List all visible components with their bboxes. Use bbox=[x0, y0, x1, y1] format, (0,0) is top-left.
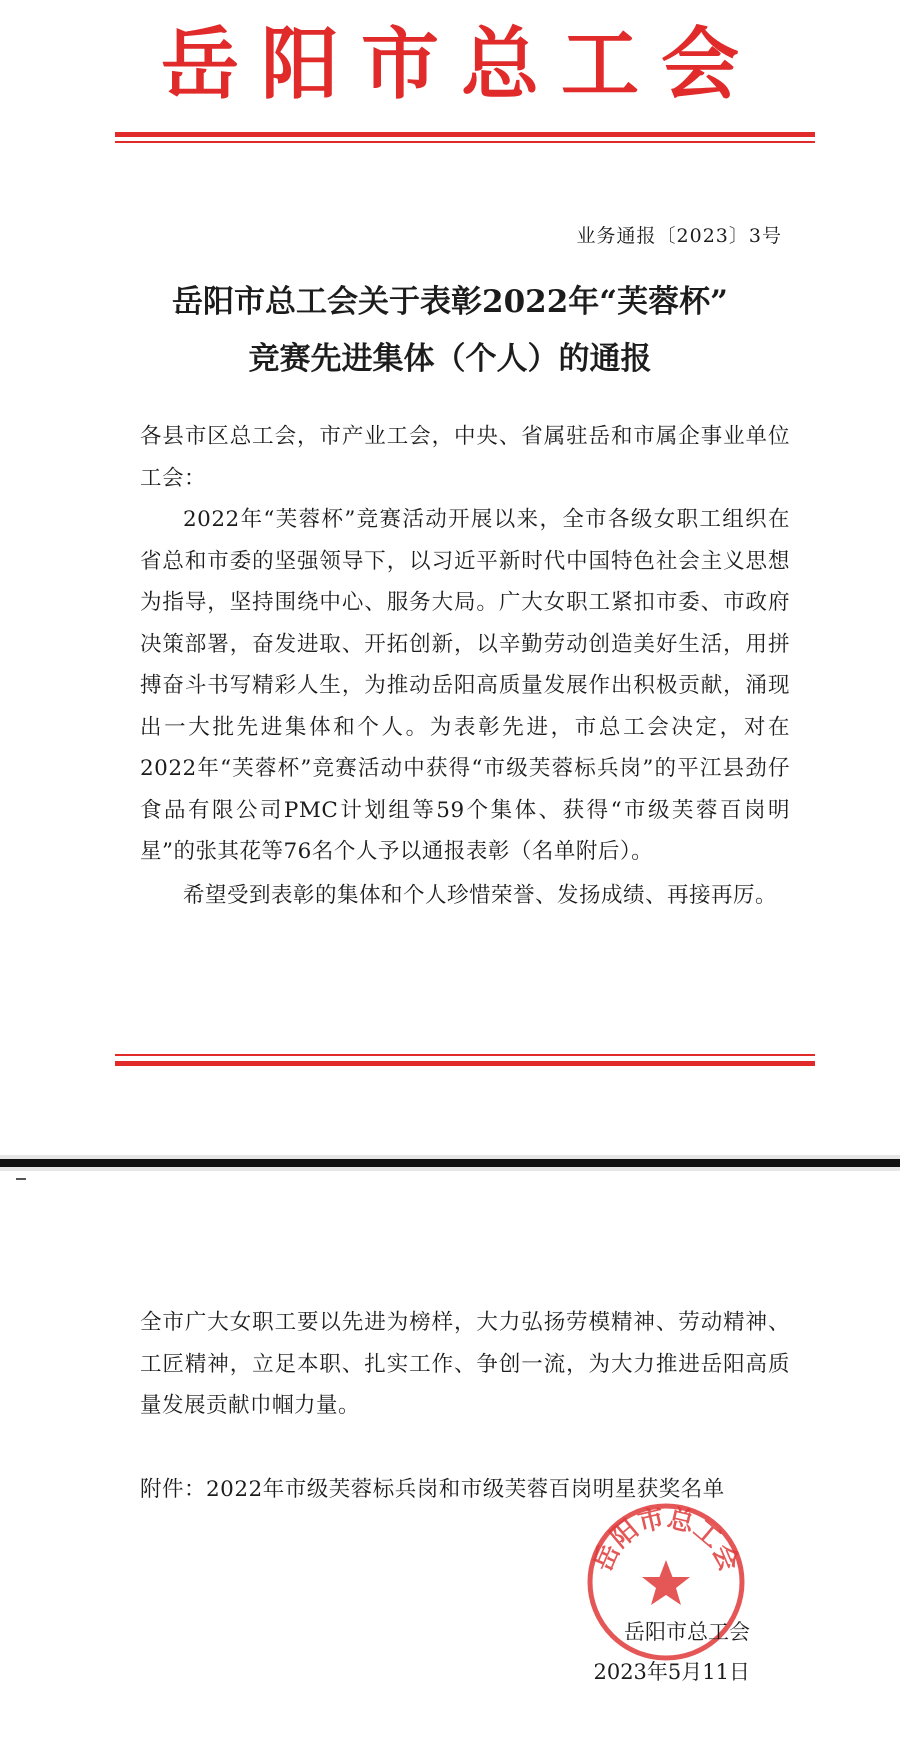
document-title bbox=[100, 274, 800, 388]
attachment-line: 附件：2022年市级芙蓉标兵岗和市级芙蓉百岗明星获奖名单 bbox=[140, 1476, 725, 1502]
signature-org: 岳阳市总工会 bbox=[624, 1620, 750, 1644]
masthead-rule-bottom bbox=[115, 141, 815, 143]
footer-rule-top bbox=[115, 1054, 815, 1056]
corner-mark bbox=[16, 1178, 26, 1180]
salutation: 各县市区总工会，市产业工会，中央、省属驻岳和市属企事业单位工会： bbox=[140, 424, 790, 491]
masthead-rule-top bbox=[115, 132, 815, 137]
page2-content bbox=[140, 1302, 790, 1510]
star-icon bbox=[642, 1560, 690, 1605]
title-line-1: 岳阳市总工会关于表彰2022年“芙蓉杯” bbox=[172, 284, 728, 320]
document-number: 业务通报〔2023〕3号 bbox=[576, 225, 782, 247]
signature-date: 2023年5月11日 bbox=[593, 1660, 750, 1684]
page2-paragraph: 全市广大女职工要以先进为榜样，大力弘扬劳模精神、劳动精神、工匠精神，立足本职、扎实工作、争创一流，为大力推进岳阳高质量发展贡献巾帼力量。 bbox=[140, 1310, 790, 1418]
masthead-title: 岳阳市总工会 bbox=[160, 20, 761, 110]
signature-block bbox=[593, 1612, 750, 1692]
seal-text: 岳阳市总工会 bbox=[588, 1503, 744, 1576]
title-line-2: 竞赛先进集体（个人）的通报 bbox=[248, 341, 652, 377]
paragraph-1: 2022年“芙蓉杯”竞赛活动开展以来，全市各级女职工组织在省总和市委的坚强领导下，以习近平新时代中国特色社会主义思想为指导，坚持围绕中心、服务大局。广大女职工紧扣市委、市政府决策部署，奋发进取、开拓创新，以辛勤劳动创造美好生活，用拼搏奋斗书写精彩人生，为推动岳阳高质量发展作出积极贡献，涌现出一大批先进集体和个人。为表彰先进，市总工会决定，对在2022年“芙蓉杯”竞赛活动中获得“市级芙蓉标兵岗”的平江县劲仔食品有限公司PMC计划组等59个集体、获得“市级芙蓉百岗明星”的张其花等76名个人予以通报表彰（名单附后）。 bbox=[140, 507, 790, 864]
paragraph-2: 希望受到表彰的集体和个人珍惜荣誉、发扬成绩、再接再厉。 bbox=[183, 882, 778, 908]
footer-rule-bottom bbox=[115, 1061, 815, 1066]
page-divider bbox=[0, 1159, 900, 1167]
body-content bbox=[140, 416, 790, 916]
